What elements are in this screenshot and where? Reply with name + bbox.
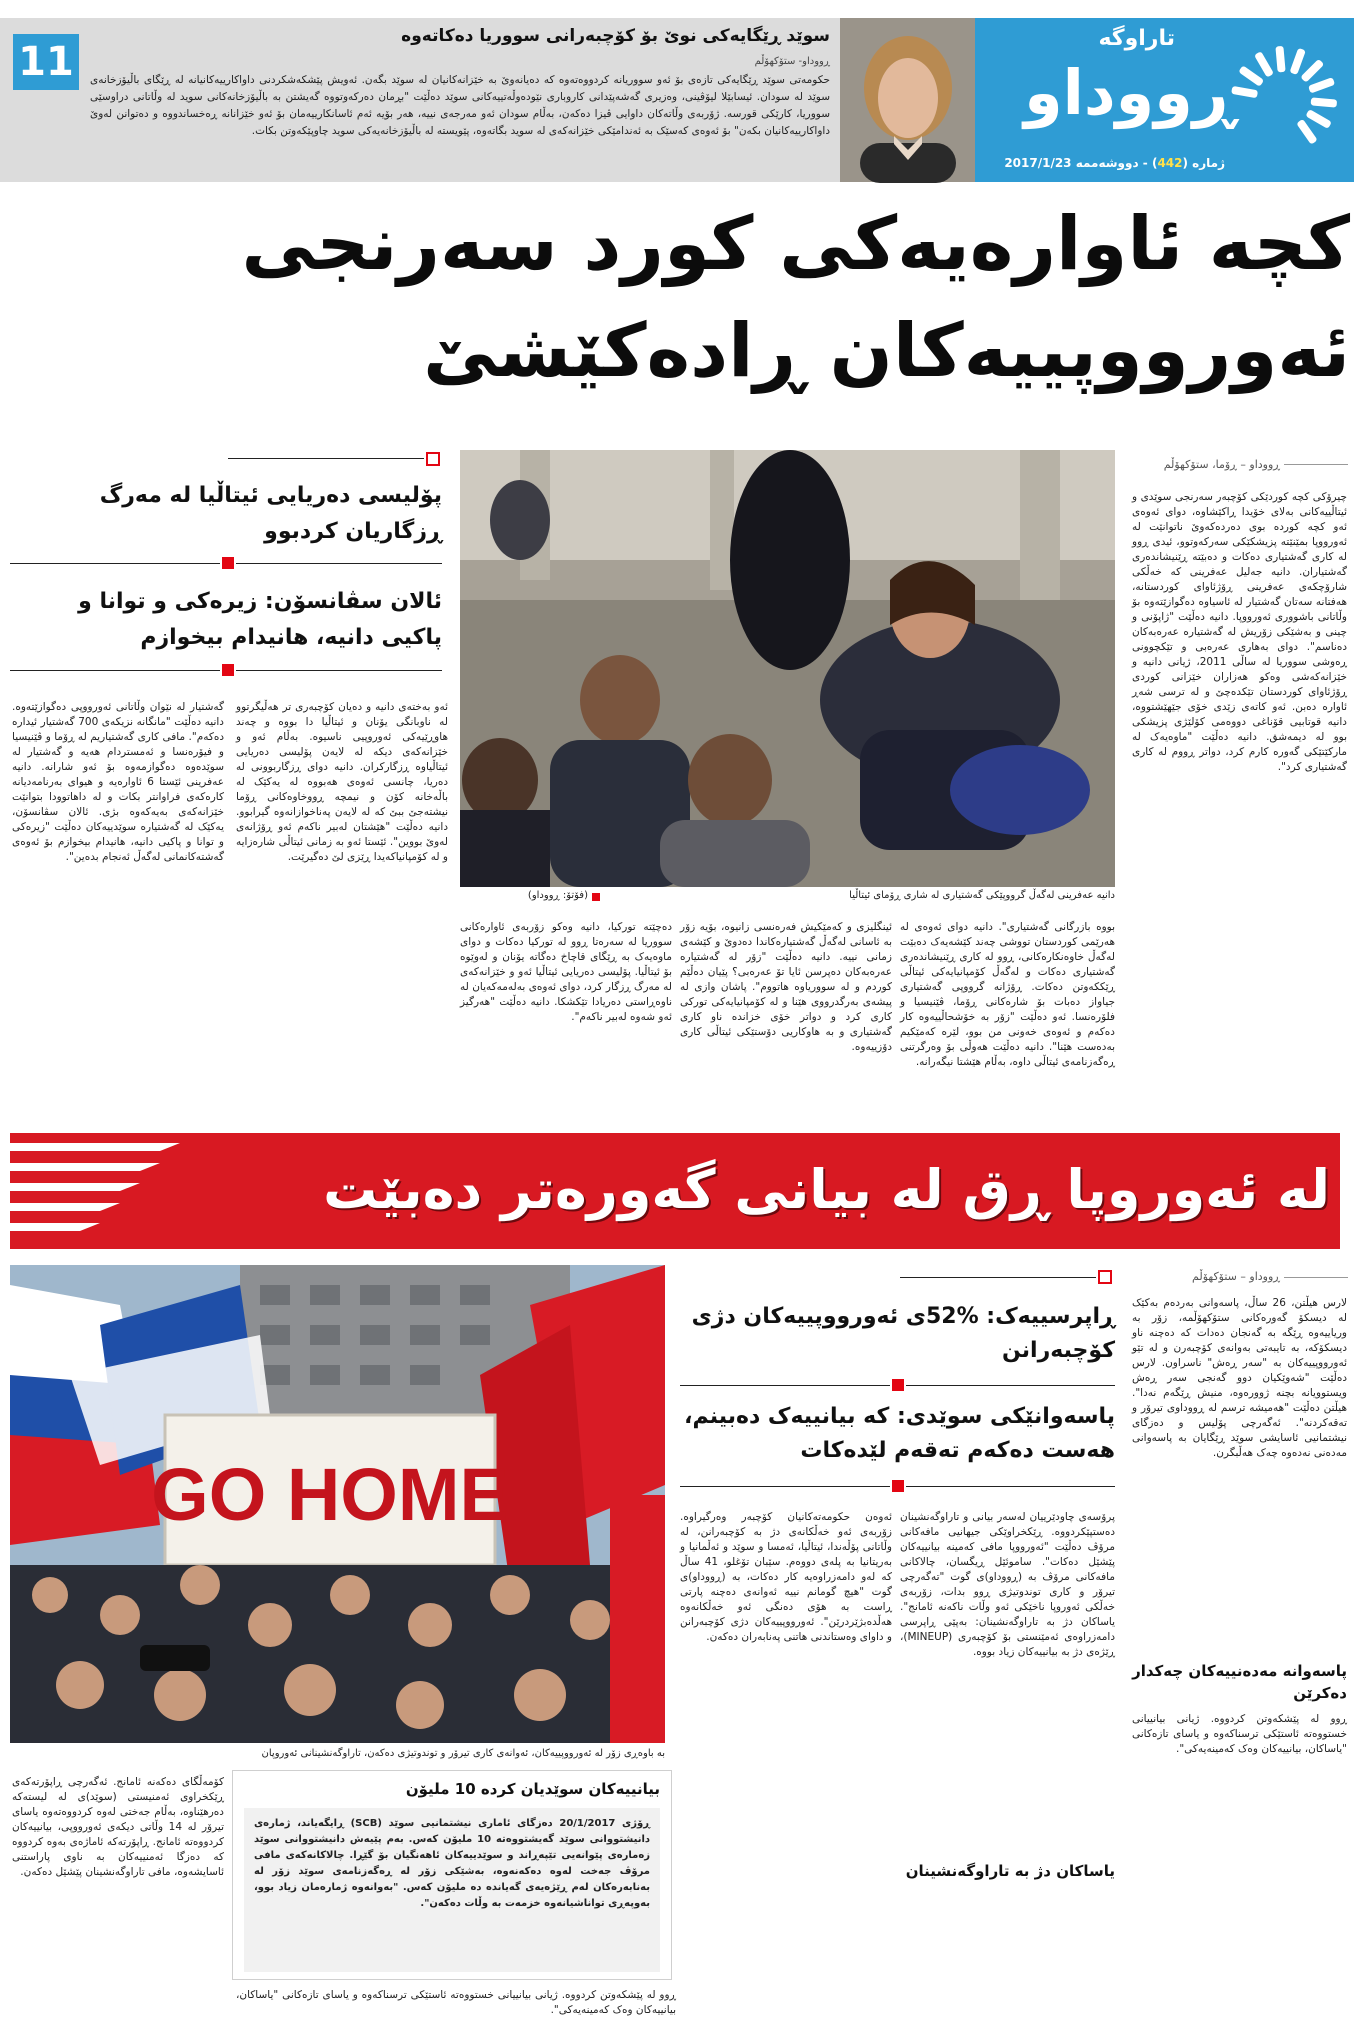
protest-sign-text: GO HOME <box>151 1453 509 1536</box>
story2-column-b: پرۆسەی چاودێرییان لەسەر بیانی و تاراوگەنشینان دەستپێکردووە. ڕێکخراوێکی جیهانیی مافەکانی مرۆڤ دەڵێت "ئەورووپا مافی کەمینە بیانییەکان پێشێل دەکات". ساموئێل ڕیگسان، چالاکانی مافەکانی مرۆڤ بە (ڕووداو)ی گوت "تەگەرچی تیرۆر و کاری توندوتیژی ڕوو بدات، زۆربەی خەڵکی ئەوروپا ناخێکی ئەو وڵات ناکەنە ئامانج". یاساکان دژ بە تاراوگەنشینان: بەپێی ڕاپرسی دامەزراوەی ئەمێنستی بۆ کۆچبەری (MINEUP)، ڕێژەی دژ بە بیانییەکان زیاد بووە. <box>900 1511 1115 1658</box>
info-box-text: ڕۆژی 20/1/2017 دەزگای ئاماری نیشتمانیی سوێد (SCB) ڕایگەیاند، ژمارەی دانیشتووانی سوێد گەیشتووەتە 10 ملیۆن کەس. بەم پێیەش دانیشتووانی سوێد زەمارەی پێوانەیی تێپەڕاند و سوێدییەکان ئاهەنگیان بۆ گێڕا. چالاکانەکەی مافی مرۆڤ جەخت لەوە دەکەنەوە، بەشێکی زۆر لە ڕەگەزنامەی سوێد زۆر لە بەنابەرەکان لەم ڕێژەیەی گەیاندە دە ملیۆن کەس. "بەوانەوە ژمارەمان زیاد بوو، بەوپەڕی تواناشیانەوە خزمەت بە وڵات دەکەن". <box>254 1818 651 1909</box>
story2-column-c: ئەوەن حکومەتەکانیان کۆچبەر وەرگیراوە. زۆربەی ئەو خەڵکانەی دژ بە کۆچبەرانن، لە وڵاتانی پۆڵەندا، ئیتاڵیا، ئەمسا و سوێد و ئەڵمانیا و بەریتانیا بە پلەی دووەم. سێبان تۆغلو، 41 ساڵ کە لەو دامەزراوەیە کار دەکات، بە (ڕووداو)ی گوت "هیچ گومانم نییە ئەوانەی دەچنە پارتی ڕاست بە هۆی دەنگی ئەو خەڵکانەوە هەڵدەبژێردرێن". ئەورووپییەکان دژی کۆچبەرانن و داوای وەستاندنی هاتنی پەنابەران دەکەن. <box>680 1511 893 1643</box>
story1-photo-credit: (فۆتۆ: ڕووداو) <box>527 890 588 901</box>
sub2-marker <box>892 1379 904 1391</box>
story1-byline: ڕووداو – ڕۆما، ستۆکهۆڵم <box>1163 458 1280 471</box>
story1-byline-rule <box>1284 464 1348 465</box>
related3-rule-right <box>236 670 442 671</box>
story2-column-d: کۆمەڵگای دەکەنە ئامانج. ئەگەرچی ڕاپۆرتەکەی ڕێکخراوی ئەمنیستی (سوێد)ی لە لیستەکە دەرهێناوە، بەڵام جەختی لەوە کردووەتەوە یاسای تیرۆر لە 14 وڵاتی دیکەی ئەورووپی، بیانییەکان کردووەتە ئامانج. ڕاپۆرتەکە ئاماژەی بەوە کردووە کە دەزگا ئەمنییەکان بە ناوی پاراستنی ئاسایشەوە، مافی تاراوگەنشینان پێشێل دەکەن. <box>12 1776 224 1878</box>
protest-photo-caption: بە باوەڕی زۆر لە ئەورووپییەکان، ئەوانەی کاری تیرۆر و توندوتیژی دەکەن، تاراوگەنشینانی ئەوروپان <box>261 1748 665 1759</box>
sub1-rule <box>900 1277 1096 1278</box>
related2-rule-right <box>236 563 442 564</box>
brief-byline: ڕووداو- ستۆکهۆڵم <box>754 56 830 67</box>
story1-headline-line2: ئەورووپییەکان ڕادەکێشێ <box>423 308 1350 394</box>
minister-portrait-photo <box>840 18 975 182</box>
caption-marker <box>592 893 600 901</box>
story1-column-1: چیرۆکی کچە کوردێکی کۆچبەر سەرنجی سوێدی و ئیتاڵییەکانی بەلای خۆیدا ڕاکێشاوە، دوای ئەوەی ئەو کچە کوردە بوی دەردەکەوێ ناتوانێت لە ئەورووپا بمێنێتە پزیشکێکی سەرکەوتوو، ئیدی ڕوو لە کاری گەشتیاری دەکات و دەبێتە ڕێنیشاندەری گەشتیاران. دانیە جەلیل عەفرینی کە خەڵکی شارۆچکەی عەفرینی ڕۆژئاوای کوردستانە، هەفتانە سەتان گەشتیار لە ئاسیاوە دەگوازێتەوە بۆ وڵاتانی باشووری ئەورووپا. دانیە دەڵێت "ژاپۆنی و چینی و بەشێکی زۆریش لە گەشتیارە عەرەبەکان دەناسم". دوای بەهاری عەرەبی و تێکچوونی ڕەوشی سووریا لە ساڵی 2011، ژیانی دانیە و خێزانەکەشی وەکو هەزاران خێزانی کوردی ڕۆژئاوای کوردستان تێکدەچێ و لە ترسی شەڕ ئاوارە دەبن. ئەو کاتەی زێدی خۆی جێهێشتووە، دانیە قوتابیی قۆناغی دووەمی کۆلێژی پزیشکی بوو لە دیمەشق. دانیە دەڵێت "ماوەیەک لە مارکێتێکی گەورە کارم کرد، دواتر ڕووم لە کاری گەشتیاری کرد". <box>1132 491 1347 773</box>
related1-rule <box>228 458 424 459</box>
sub3-rule-right <box>906 1486 1115 1487</box>
brief-title: سوێد ڕێگایەکی نوێ بۆ کۆچبەرانی سووریا دەکاتەوە <box>401 26 830 46</box>
brand-subtitle: تاراوگە <box>1098 26 1175 51</box>
side-heading-2: یاساکان دژ بە تاراوگەنشینان <box>900 1860 1115 1882</box>
sub3-rule-left <box>680 1486 890 1487</box>
story1-photo <box>460 450 1115 887</box>
related3-rule <box>10 670 220 671</box>
story2-subheadline-1: ڕاپرسییەک: %52ی ئەورووپییەکان دژی کۆچبەرانن <box>691 1304 1115 1363</box>
portrait-drawing <box>840 18 975 182</box>
side-heading-1: پاسەوانە مەدەنییەکان چەکدار دەکرێن <box>1132 1662 1347 1702</box>
sub2-rule-left <box>680 1385 890 1386</box>
related-headline-1: پۆلیسی دەریایی ئیتاڵیا لە مەرگ ڕزگاریان کردبوو <box>99 483 442 544</box>
sub1-marker <box>1098 1270 1112 1284</box>
brief-text: حکومەتی سوێد ڕێگایەکی تازەی بۆ ئەو سووریانە کردووەتەوە کە دەیانەوێ بە خێزانەکانیان لە سوێد بگەن. ئەویش پێشکەشکردنی داواکارییەکانیانە لە ڕێگای باڵیۆزخانەی سوێد لە سودان. ئیسابێلا لیۆڤینی، وەزیری گەشەپێدانی کاروباری نێودەوڵەتییەکانی سوێد دەڵێت "بڕمان دەرکەوتووە گەیشتن بە باڵیۆزخانەکانی سوید لە وڵاتانی دراوسێی سووریا، کارێکی قورسە. ژۆربەی وڵاتەکان داوایی ڤیزا دەکەن، بەڵام سودان ئەو مەرجەی نییە، هەر بۆیە ئەم ئاسانکارییەمان بۆ ئەو خێزانانە ڕەخساندووە و دەتوانن لەوێ داواکارییەکانیان بکەن" بۆ ئەوەی کەسێک بە ئەندامێکی خێزانەکەی لە سوید بگاتەوە، پێویستە لە باڵیۆزخانەیەکی سوید چاوپێکەوتن بکات. <box>90 74 830 137</box>
related2-rule <box>10 563 220 564</box>
related2-marker <box>222 557 234 569</box>
story2-subheadline-2: پاسەوانێکی سوێدی: کە بیانییەک دەبینم، هەست دەکەم تەقەم لێدەکات <box>684 1404 1115 1463</box>
story2-column-a: لارس هیڵتن، 26 ساڵ، پاسەوانی بەردەم بەکێک لە دیسکۆ گەورەکانی ستۆکهۆڵمە، زۆر بە وریاییەوە ڕێگە بە گەنجان دەدات کە دەچنە ناو دیسکۆکە، بە تایبەتی بەوانەی کۆچبەرن و لە تێو ئەورووپییەکان بە "سەر ڕەش" ناسراون. لارس دەڵێت "شەوێکیان دوو گەنجی سەر ڕەش ویستوویانە بچنە ژوورەوە، منیش ڕێگەم نەدا". هیڵتن دەڵێت "هەمیشە ترسم لە ڕووداوی تیرۆر و تەقەکردنە". ئەگەرچی پۆلیس و دەزگای نیشتمانیی ئاسایشی سوێد ڕێگایان بە پاسەوانی مەدەنی نەدەوە چەک هەڵبگرن. <box>1132 1297 1347 1459</box>
info-box-title: بیانییەکان سوێدیان کردە 10 ملیۆن <box>405 1780 660 1798</box>
story1-column-3: ئینگلیزی و کەمێکیش فەرەنسی زانیوە، بۆیە زۆر بە ئاسانی لەگەڵ گەشتیارەکاندا دەدوێ و کێشەی زمانی نییە. دانیە دەڵێت "زۆر لە گەشتیارە عەرەبەکان دەپرسن ئایا تۆ عەرەبی؟ پێیان دەڵێم کوردم و لە سووریاوە هاتووم". پاشان وازی لە پیشەی بەرگدرووی هێنا و لە کۆمپانیایەکی تورکی کاری کرد و دواتر خۆی خزاندە ناو کاری گەشتیاری و بە هاوکاریی دۆستێکی ئیتاڵی کاری دۆزییەوە. <box>680 921 892 1053</box>
story1-column-6: گەشتیار لە نێوان وڵاتانی ئەورووپی دەگوازێتەوە. دانیە دەڵێت "مانگانە نزیکەی 700 گەشتیار ئیدارە دەکەم". مافی کاری گەشتیاریم لە ڕۆما و ڤێنیسیا و فیۆرەنسا و ئەمستردام هەیە و گەشتیار لە سوێدەوە دەگوازمەوە بۆ ئەو شارانە. دانیە عەفرینی ئێستا 6 ئاوارەیە و هیوای بەرنامەدیانە کارەکەی فراوانتر بکات و لە داهاتوودا بتوانێت خێزانەکەی بەیەکەوە بژی. ئالان سڤانسۆن، یەکێک لە گەشتیارە سوێدییەکان دەڵێت "زیرەکی و توانا و پاکیی دانیە، هانیدام بیخوازم بۆ ئەوەی گەشتەکانمانی لەگەڵ ئەنجام بدەین". <box>12 701 224 863</box>
story1-column-5: ئەو بەختەی دانیە و دەیان کۆچبەری تر هەڵیگرتوو لە ناوبانگی یۆنان و ئیتاڵیا دا بووە و چەند هاوڕێیەکی ئەوروپیی ناسیوە. بەڵام ئەو و خێزانەکەی دیکە لە لایەن پۆلیسی دەریایی ئیتاڵیاوە ڕزگارکران. دانیە دوای ڕزگاربوونی لە دەریا، چانسی ئەوەی هەبووە لە یەکێک لە باڵەخانە کۆن و نیمچە ڕووخاوەکانی ڕۆما نیشتەجێ ببێ کە لە لایەن پەناخوازانەوە گیرابوو. دانیە دەڵێت "هێشتان لەبیر ناکەم ئەو ڕۆژانەی لەوێ بووین". ئێستا ئەو بە زمانی ئیتاڵی شارەزایە و لە کۆمپانیاکەیدا ڕێزی لێ دەگیرێت. <box>236 701 448 863</box>
story2-column-e: ڕوو لە پێشکەوتن کردووە. ژیانی بیانییانی خستووەتە ئاستێکی ترسناکەوە و یاسای تازەکانی "یاساکان، بیانییەکان وەک کەمینەیەکی". <box>236 1989 676 2016</box>
brand-logo-block <box>975 18 1354 182</box>
banner-headline: لە ئەوروپا ڕق لە بیانی گەورەتر دەبێت <box>323 1158 1330 1221</box>
story1-column-4: دەچێتە تورکیا، دانیە وەکو زۆربەی ئاوارەکانی سووریا لە سەرەتا ڕوو لە تورکیا دەکات و دوای ماوەیەک بە ڕێگای قاچاخ دەگاتە یۆنان و لەوێوە بۆ ئیتاڵیا. پۆلیسی دەریایی ئیتاڵیا ئەو و خێزانەکەی لە مەرگ ڕزگار کرد، دوای ئەوەی بەلەمەکەیان لە ناوەڕاستی دەریادا تێکشکا. دانیە دەڵێت "هەرگیز ئەو شەوە لەبیر ناکەم". <box>460 921 672 1023</box>
page-number: 11 <box>13 34 79 90</box>
protest-photo <box>10 1265 665 1743</box>
issue-line <box>985 156 1225 170</box>
story2-byline-rule <box>1284 1277 1348 1278</box>
story1-headline-line1: کچە ئاوارەیەکی کورد سەرنجی <box>241 201 1350 287</box>
protest-photo-drawing <box>10 1265 665 1743</box>
related-headline-2: ئالان سڤانسۆن: زیرەکی و توانا و پاکیی دانیە، هانیدام بیخوازم <box>78 589 442 650</box>
story1-column-2: بووە بازرگانی گەشتیاری". دانیە دوای ئەوەی لە هەرێمی کوردستان تووشی چەند کێشەیەک دەبێت لەگەڵ خاوەنکارەکانی، ڕوو لە کاری ڕێنیشاندەری گەشتیاری دەکات و لەگەڵ کۆمپانیایەکی ئیتاڵی ڕێککەوتن دەکات. ڕۆژانە گرووپی گەشتیاری جیاواز دەبات بۆ شارەکانی ڕۆما، ڤێنیسیا و فلۆرەنسا. ئەو دەڵێت "زۆر بە خۆشحاڵییەوە کار دەکەم و ئەوەی خەونی من بوو، لێرە کەمێکیم بەدەست هێنا". دانیە دەڵێت هەوڵی بۆ وەرگرتنی ڕەگەزنامەی ئیتاڵی داوە، بەڵام هێشتا نیگەرانە. <box>900 921 1115 1068</box>
story2-column-a2: ڕوو لە پێشکەوتن کردووە. ژیانی بیانییانی خستووەتە ئاستێکی ترسناکەوە و یاسای تازەکانی "یاساکان، بیانییەکان وەک کەمینەیەکی". <box>1132 1713 1347 1755</box>
related1-marker <box>426 452 440 466</box>
story2-byline: ڕووداو – ستۆکهۆڵم <box>1192 1270 1280 1283</box>
story1-photo-caption: دانیە عەفرینی لەگەڵ گرووپێکی گەشتیاری لە شاری ڕۆمای ئیتاڵیا <box>849 890 1115 901</box>
issue-prefix: ژمارە ( <box>1182 156 1225 170</box>
sub3-marker <box>892 1480 904 1492</box>
sub2-rule-right <box>906 1385 1115 1386</box>
sunburst-logo-icon <box>1225 40 1343 158</box>
related3-marker <box>222 664 234 676</box>
issue-number: 442 <box>1157 156 1183 170</box>
issue-suffix: ) - دووشەممە 2017/1/23 <box>1004 156 1158 170</box>
brand-name: ڕووداو <box>1024 56 1235 129</box>
tour-group-photo-drawing <box>460 450 1115 887</box>
